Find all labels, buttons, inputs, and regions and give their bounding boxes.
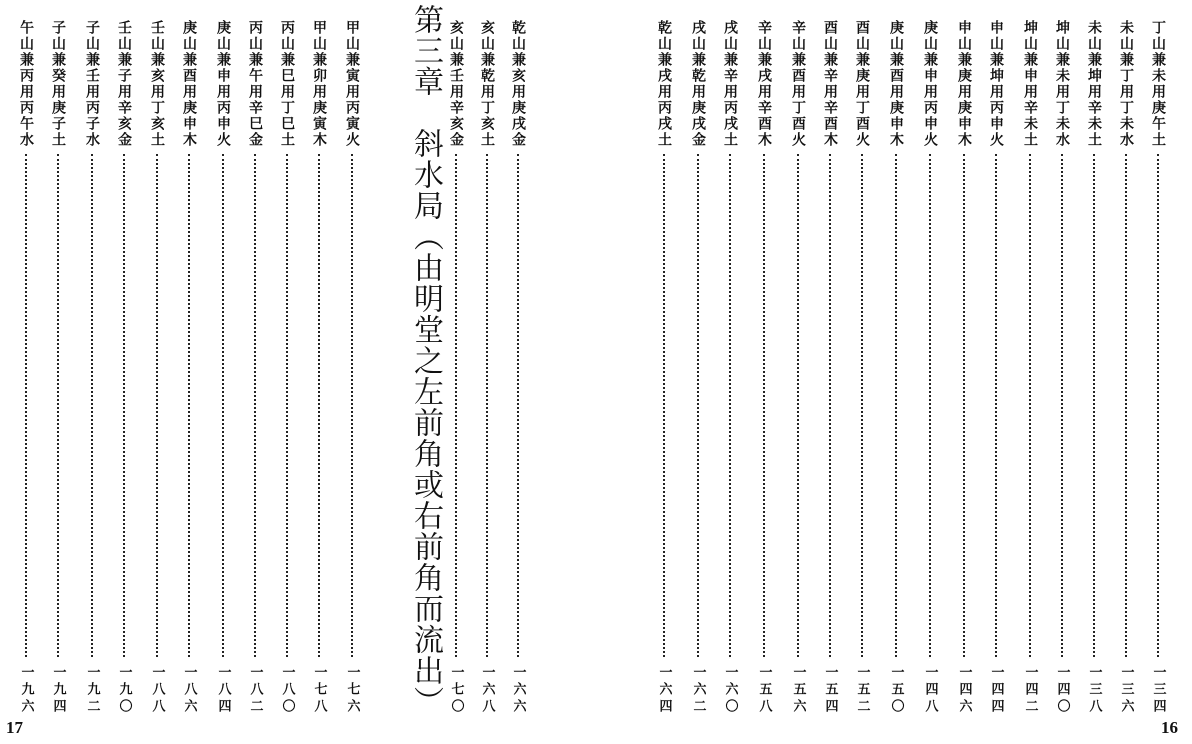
toc-entry-title: 亥山兼壬用辛亥金	[448, 20, 464, 148]
toc-entry-title: 乾山兼亥用庚戌金	[510, 20, 526, 148]
toc-entry-page: 一六六	[510, 665, 526, 716]
toc-entry-title: 壬山兼亥用丁亥土	[149, 20, 165, 148]
toc-entry	[475, 20, 499, 720]
toc-entry-page: 一四〇	[1054, 665, 1070, 716]
toc-entry-page: 一三八	[1086, 665, 1102, 716]
toc-entry-page: 一五六	[790, 665, 806, 716]
dot-leader	[697, 154, 699, 657]
toc-entry-page: 一七八	[311, 665, 327, 716]
dot-leader	[895, 154, 897, 657]
toc-entry-title: 午山兼丙用丙午水	[18, 20, 34, 148]
dot-leader	[861, 154, 863, 657]
toc-entry	[952, 20, 976, 720]
toc-entry-page: 一六四	[656, 665, 672, 716]
toc-entry-page: 一八〇	[279, 665, 295, 716]
toc-entry-title: 戌山兼乾用庚戌金	[690, 20, 706, 148]
toc-entry-title: 申山兼坤用丙申火	[988, 20, 1004, 148]
dot-leader	[663, 154, 665, 657]
dot-leader	[222, 154, 224, 657]
toc-entry-page: 一五四	[822, 665, 838, 716]
toc-entry-title: 坤山兼未用丁未水	[1054, 20, 1070, 148]
toc-entry-title: 乾山兼戌用丙戌土	[656, 20, 672, 148]
toc-entry	[1146, 20, 1170, 720]
toc-entry-page: 一四八	[922, 665, 938, 716]
toc-entry	[818, 20, 842, 720]
dot-leader	[318, 154, 320, 657]
toc-entry	[652, 20, 676, 720]
toc-entry	[1082, 20, 1106, 720]
dot-leader	[1125, 154, 1127, 657]
toc-entry-title: 酉山兼辛用辛酉木	[822, 20, 838, 148]
toc-entry	[211, 20, 235, 720]
toc-entry-title: 坤山兼申用辛未土	[1022, 20, 1038, 148]
dot-leader	[797, 154, 799, 657]
toc-entry	[1050, 20, 1074, 720]
chapter-heading: 第三章 斜水局（由明堂之左前角或右前角而流出）	[408, 4, 443, 717]
toc-entry-page: 一九六	[18, 665, 34, 716]
toc-entry-title: 壬山兼子用辛亥金	[116, 20, 132, 148]
toc-entry-page: 一三四	[1150, 665, 1166, 716]
toc-entry	[686, 20, 710, 720]
toc-entry	[145, 20, 169, 720]
dot-leader	[123, 154, 125, 657]
toc-entry	[14, 20, 38, 720]
page-number-right: 16	[1161, 718, 1178, 737]
toc-entry-title: 申山兼庚用庚申木	[956, 20, 972, 148]
dot-leader	[351, 154, 353, 657]
toc-entry-title: 酉山兼庚用丁酉火	[854, 20, 870, 148]
toc-entry	[275, 20, 299, 720]
toc-entry-title: 未山兼丁用丁未水	[1118, 20, 1134, 148]
toc-entry	[243, 20, 267, 720]
toc-entry-title: 辛山兼戌用辛酉木	[756, 20, 772, 148]
dot-leader	[156, 154, 158, 657]
toc-entry-title: 辛山兼酉用丁酉火	[790, 20, 806, 148]
dot-leader	[1093, 154, 1095, 657]
toc-entry-page: 一四四	[988, 665, 1004, 716]
toc-entry-title: 未山兼坤用辛未土	[1086, 20, 1102, 148]
dot-leader	[995, 154, 997, 657]
toc-entry	[444, 20, 468, 720]
toc-entry	[506, 20, 530, 720]
toc-entry-page: 一五二	[854, 665, 870, 716]
dot-leader	[91, 154, 93, 657]
toc-entry-page: 一九四	[50, 665, 66, 716]
toc-entry	[1114, 20, 1138, 720]
toc-entry-page: 一四六	[956, 665, 972, 716]
toc-entry-title: 子山兼癸用庚子土	[50, 20, 66, 148]
toc-entry-title: 丙山兼巳用丁巳土	[279, 20, 295, 148]
toc-entry	[177, 20, 201, 720]
toc-entry-page: 一七〇	[448, 665, 464, 716]
dot-leader	[1061, 154, 1063, 657]
toc-entry-title: 庚山兼酉用庚申木	[181, 20, 197, 148]
dot-leader	[188, 154, 190, 657]
toc-entry-title: 戌山兼辛用丙戌土	[722, 20, 738, 148]
dot-leader	[254, 154, 256, 657]
toc-entry-page: 一六〇	[722, 665, 738, 716]
toc-entry	[307, 20, 331, 720]
toc-entry-title: 庚山兼申用丙申火	[922, 20, 938, 148]
dot-leader	[1157, 154, 1159, 657]
toc-entry-title: 丙山兼午用辛巳金	[247, 20, 263, 148]
toc-entry	[786, 20, 810, 720]
toc-entry-page: 一八六	[181, 665, 197, 716]
toc-entry	[984, 20, 1008, 720]
toc-entry-title: 丁山兼未用庚午土	[1150, 20, 1166, 148]
dot-leader	[1029, 154, 1031, 657]
dot-leader	[829, 154, 831, 657]
dot-leader	[57, 154, 59, 657]
dot-leader	[517, 154, 519, 657]
toc-entry-page: 一九〇	[116, 665, 132, 716]
dot-leader	[729, 154, 731, 657]
toc-entry-page: 一四二	[1022, 665, 1038, 716]
toc-entry-page: 一三六	[1118, 665, 1134, 716]
toc-entry	[884, 20, 908, 720]
toc-entry-page: 一九二	[84, 665, 100, 716]
dot-leader	[763, 154, 765, 657]
toc-entry	[80, 20, 104, 720]
dot-leader	[486, 154, 488, 657]
toc-entry	[1018, 20, 1042, 720]
toc-entry-title: 亥山兼乾用丁亥土	[479, 20, 495, 148]
toc-entry-page: 一五〇	[888, 665, 904, 716]
toc-entry-title: 子山兼壬用丙子水	[84, 20, 100, 148]
dot-leader	[963, 154, 965, 657]
toc-entry-page: 一六二	[690, 665, 706, 716]
toc-entry-title: 庚山兼申用丙申火	[215, 20, 231, 148]
toc-entry-page: 一八四	[215, 665, 231, 716]
dot-leader	[455, 154, 457, 657]
toc-entry	[752, 20, 776, 720]
toc-entry	[46, 20, 70, 720]
toc-entry-page: 一八二	[247, 665, 263, 716]
dot-leader	[286, 154, 288, 657]
toc-entry	[918, 20, 942, 720]
toc-entry	[718, 20, 742, 720]
toc-entry-page: 一五八	[756, 665, 772, 716]
toc-entry-title: 庚山兼酉用庚申木	[888, 20, 904, 148]
toc-entry-page: 一八八	[149, 665, 165, 716]
toc-entry-title: 甲山兼卯用庚寅木	[311, 20, 327, 148]
toc-entry-page: 一六八	[479, 665, 495, 716]
toc-entry	[112, 20, 136, 720]
right-page	[596, 0, 1192, 744]
dot-leader	[25, 154, 27, 657]
toc-entry-title: 甲山兼寅用丙寅火	[344, 20, 360, 148]
toc-entry	[850, 20, 874, 720]
page-number-left: 17	[6, 718, 23, 737]
toc-entry-page: 一七六	[344, 665, 360, 716]
toc-entry	[340, 20, 364, 720]
dot-leader	[929, 154, 931, 657]
